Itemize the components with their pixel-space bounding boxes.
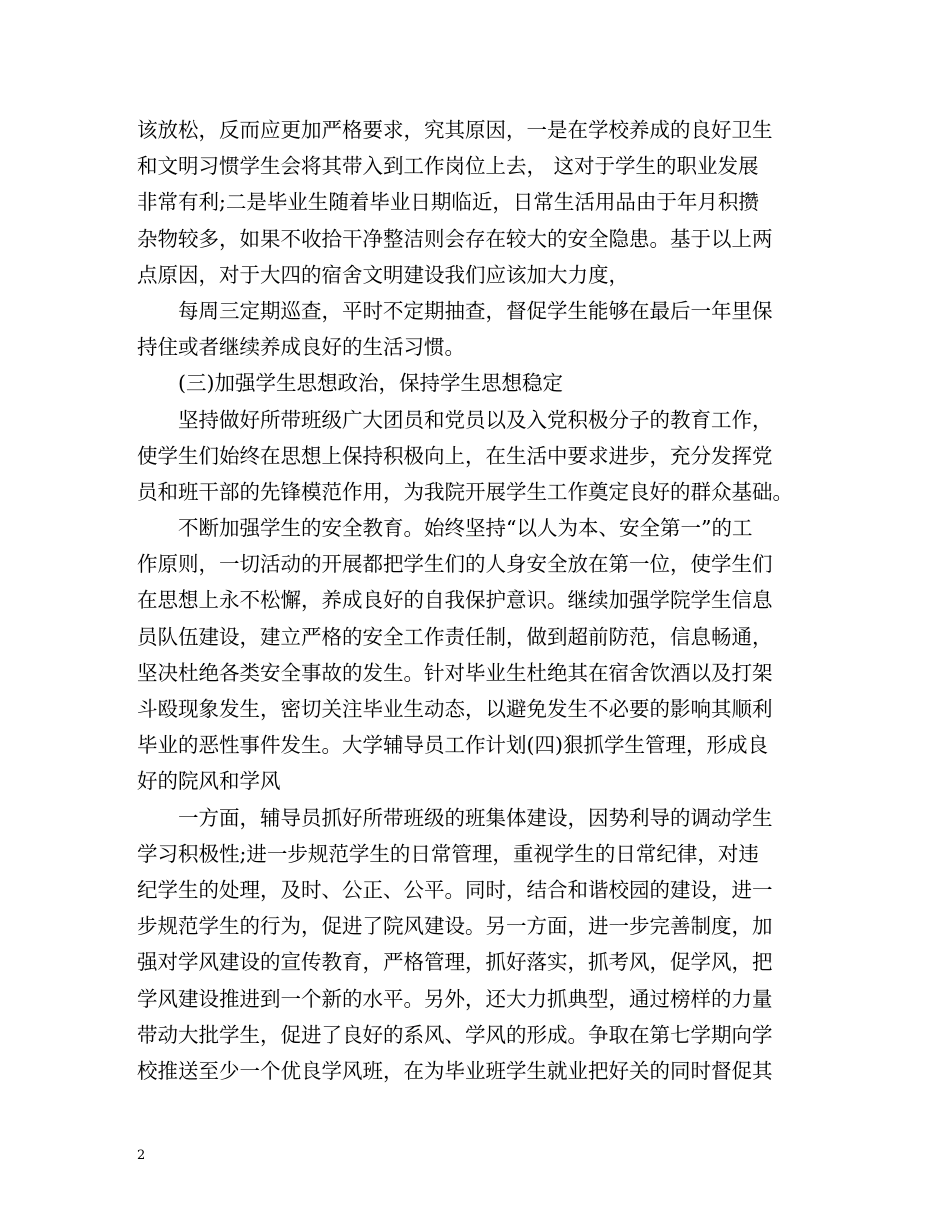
text-line: 每周三定期巡查，平时不定期抽查，督促学生能够在最后一年里保 xyxy=(178,298,773,323)
text-line: 在思想上永不松懈，养成良好的自我保护意识。继续加强学院学生信息 xyxy=(137,588,773,613)
text-line: 杂物较多，如果不收拾干净整洁则会存在较大的安全隐患。基于以上两 xyxy=(137,226,773,251)
text-line: 步规范学生的行为，促进了院风建设。另一方面，进一步完善制度，加 xyxy=(137,914,773,939)
text-line: 员队伍建设，建立严格的安全工作责任制，做到超前防范，信息畅通， xyxy=(137,624,773,649)
text-line: 校推送至少一个优良学风班，在为毕业班学生就业把好关的同时督促其 xyxy=(137,1058,773,1083)
text-line: 非常有利;二是毕业生随着毕业日期临近，日常生活用品由于年月积攒 xyxy=(137,190,759,215)
text-line: 带动大批学生，促进了良好的系风、学风的形成。争取在第七学期向学 xyxy=(137,1022,773,1047)
text-line: 使学生们始终在思想上保持积极向上，在生活中要求进步，充分发挥党 xyxy=(137,443,773,468)
page-number: 2 xyxy=(137,1148,146,1163)
text-line: 和文明习惯学生会将其带入到工作岗位上去， 这对于学生的职业发展 xyxy=(137,154,759,179)
text-line: (三)加强学生思想政治，保持学生思想稳定 xyxy=(178,371,563,396)
text-line: 纪学生的处理，及时、公正、公平。同时，结合和谐校园的建设，进一 xyxy=(137,877,773,902)
text-line: 员和班干部的先锋模范作用，为我院开展学生工作奠定良好的群众基础。 xyxy=(137,479,793,504)
text-line: 点原因，对于大四的宿舍文明建设我们应该加大力度， xyxy=(137,262,629,287)
text-line: 该放松，反而应更加严格要求，究其原因，一是在学校养成的良好卫生 xyxy=(137,118,773,142)
text-line: 一方面，辅导员抓好所带班级的班集体建设，因势利导的调动学生 xyxy=(178,805,773,830)
text-line: 斗殴现象发生，密切关注毕业生动态，以避免发生不必要的影响其顺利 xyxy=(137,697,773,721)
text-line: 学风建设推进到一个新的水平。另外，还大力抓典型，通过榜样的力量 xyxy=(137,986,773,1011)
text-line: 不断加强学生的安全教育。始终坚持“以人为本、安全第一”的工 xyxy=(178,516,753,541)
text-line: 学习积极性;进一步规范学生的日常管理，重视学生的日常纪律，对违 xyxy=(137,841,759,866)
text-line: 好的院风和学风 xyxy=(137,769,281,794)
document-body xyxy=(137,112,817,1089)
text-line: 强对学风建设的宣传教育，严格管理，抓好落实，抓考风，促学风，把 xyxy=(137,950,773,975)
text-line: 毕业的恶性事件发生。大学辅导员工作计划(四)狠抓学生管理，形成良 xyxy=(137,733,768,758)
text-line: 坚持做好所带班级广大团员和党员以及入党积极分子的教育工作， xyxy=(178,407,773,432)
text-line: 作原则，一切活动的开展都把学生们的人身安全放在第一位，使学生们 xyxy=(137,552,773,577)
text-line: 坚决杜绝各类安全事故的发生。针对毕业生杜绝其在宿舍饮酒以及打架 xyxy=(137,660,773,685)
text-line: 持住或者继续养成良好的生活习惯。 xyxy=(137,335,465,360)
